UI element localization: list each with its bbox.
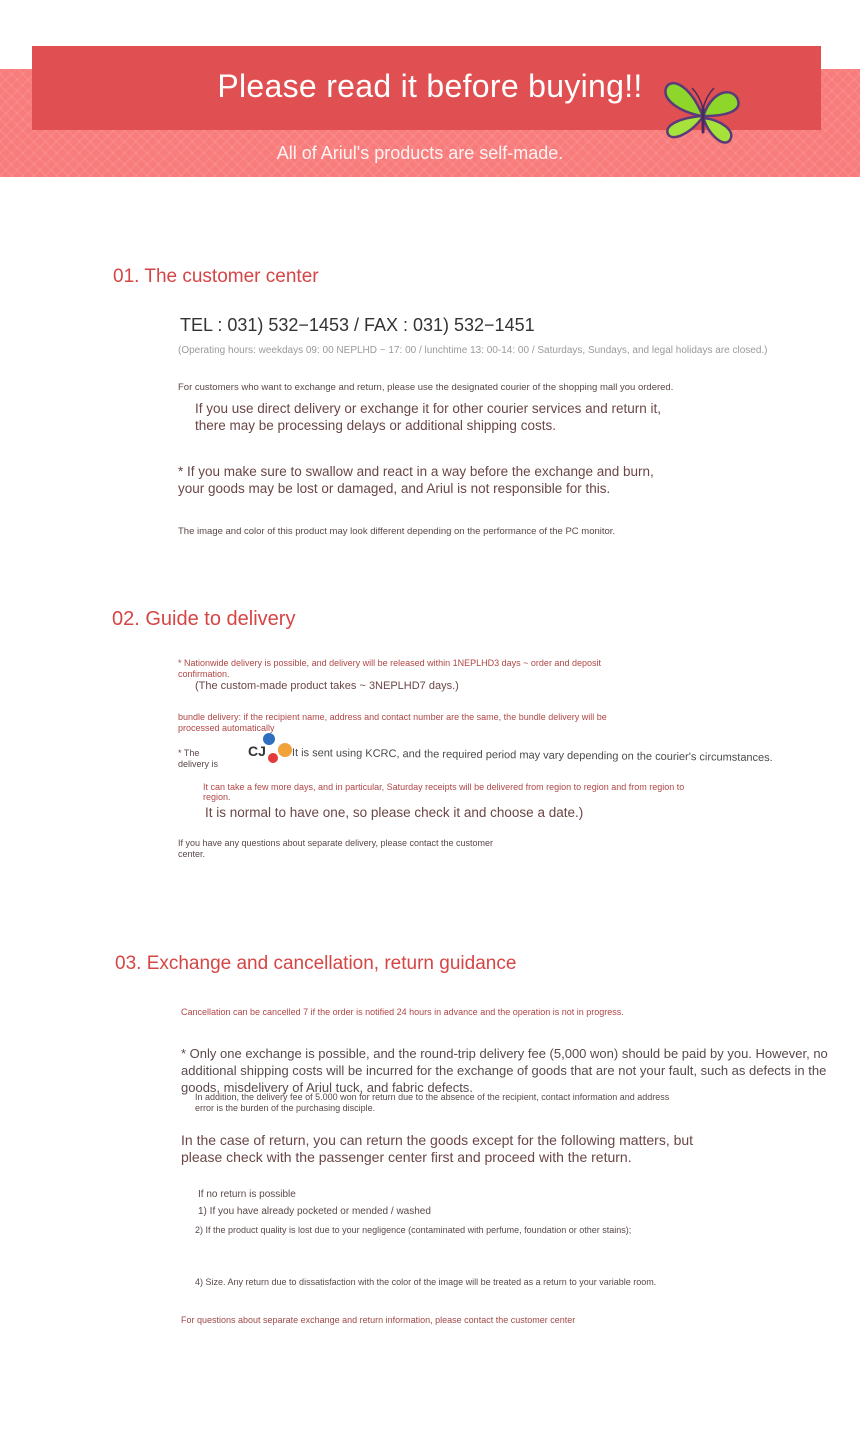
nationwide-line-2: confirmation.: [178, 669, 230, 679]
delivery-questions-line-1: If you have any questions about separate delivery, please contact the customer: [178, 838, 494, 848]
only-one-line-1: * Only one exchange is possible, and the round-trip delivery fee (5,000 won) should be paid by you. However, no: [181, 1046, 828, 1061]
cancellation-note: Cancellation can be cancelled 7 if the order is notified 24 hours in advance and the operation is not in progress.: [181, 1007, 624, 1017]
page-title: Please read it before buying!!: [217, 68, 643, 104]
operating-hours: (Operating hours: weekdays 09: 00 NEPLHD ~ 17: 00 / lunchtime 13: 00-14: 00 / Saturdays, Sundays, and legal holidays are closed.): [178, 345, 768, 356]
cj-logo-text: CJ: [248, 743, 266, 759]
no-return-item-2: 2) If the product quality is lost due to your negligence (contaminated with perfume, foundation or other stains);: [195, 1225, 632, 1235]
direct-delivery-line-2: there may be processing delays or additional shipping costs.: [195, 418, 556, 433]
tel-fax: TEL : 031) 532−1453 / FAX : 031) 532−1451: [180, 315, 535, 335]
customer-center-title: 01. The customer center: [113, 266, 319, 287]
only-one-line-3: goods, misdelivery of Ariul tuck, and fabric defects.: [181, 1080, 473, 1095]
no-return-item-4: 4) Size. Any return due to dissatisfaction with the color of the image will be treated as a return to your variable room.: [195, 1277, 657, 1287]
bundle-line-1: bundle delivery: if the recipient name, address and contact number are the same, the bundle delivery will be: [178, 712, 607, 722]
monitor-note: The image and color of this product may look different depending on the performance of the PC monitor.: [178, 526, 616, 537]
exchange-questions: For questions about separate exchange and return information, please contact the customer center: [181, 1315, 576, 1325]
swallow-line-1: * If you make sure to swallow and react in a way before the exchange and burn,: [178, 464, 654, 479]
no-return-item-1: 1) If you have already pocketed or mended / washed: [198, 1206, 431, 1217]
butterfly-icon: [658, 74, 744, 154]
saturday-line-1: It can take a few more days, and in particular, Saturday receipts will be delivered from region to region and from region to: [203, 782, 685, 792]
custom-made-note: (The custom-made product takes ~ 3NEPLHD7 days.): [195, 680, 459, 692]
the-label: * The: [178, 748, 200, 758]
cj-logo: [246, 730, 294, 764]
direct-delivery-line-1: If you use direct delivery or exchange it for other courier services and return it,: [195, 401, 661, 416]
return-line-1: In the case of return, you can return the goods except for the following matters, but: [181, 1132, 694, 1148]
exchange-title: 03. Exchange and cancellation, return guidance: [115, 953, 517, 974]
page-subtitle: All of Ariul's products are self-made.: [276, 143, 564, 163]
nationwide-line-1: * Nationwide delivery is possible, and delivery will be released within 1NEPLHD3 days ~ order and deposit: [178, 658, 601, 668]
courier-note: For customers who want to exchange and return, please use the designated courier of the shopping mall you ordered.: [178, 382, 674, 393]
only-one-line-2: additional shipping costs will be incurred for the exchange of goods that are not your fault, such as defects in the: [181, 1063, 827, 1078]
normal-note: It is normal to have one, so please check it and choose a date.): [205, 805, 584, 820]
saturday-line-2: region.: [203, 792, 231, 802]
kcrc-note: It is sent using KCRC, and the required period may vary depending on the courier's circumstances.: [291, 747, 773, 765]
addition-line-2: error is the burden of the purchasing disciple.: [195, 1103, 376, 1113]
no-return-heading: If no return is possible: [198, 1189, 296, 1200]
addition-line-1: In addition, the delivery fee of 5.000 won for return due to the absence of the recipient, contact information and address: [195, 1092, 670, 1102]
bundle-line-2: processed automatically: [178, 723, 275, 733]
delivery-questions-line-2: center.: [178, 849, 206, 859]
return-line-2: please check with the passenger center first and proceed with the return.: [181, 1149, 632, 1165]
delivery-title: 02. Guide to delivery: [112, 608, 296, 630]
swallow-line-2: your goods may be lost or damaged, and Ariul is not responsible for this.: [178, 481, 611, 496]
delivery-is-label: delivery is: [178, 759, 219, 769]
